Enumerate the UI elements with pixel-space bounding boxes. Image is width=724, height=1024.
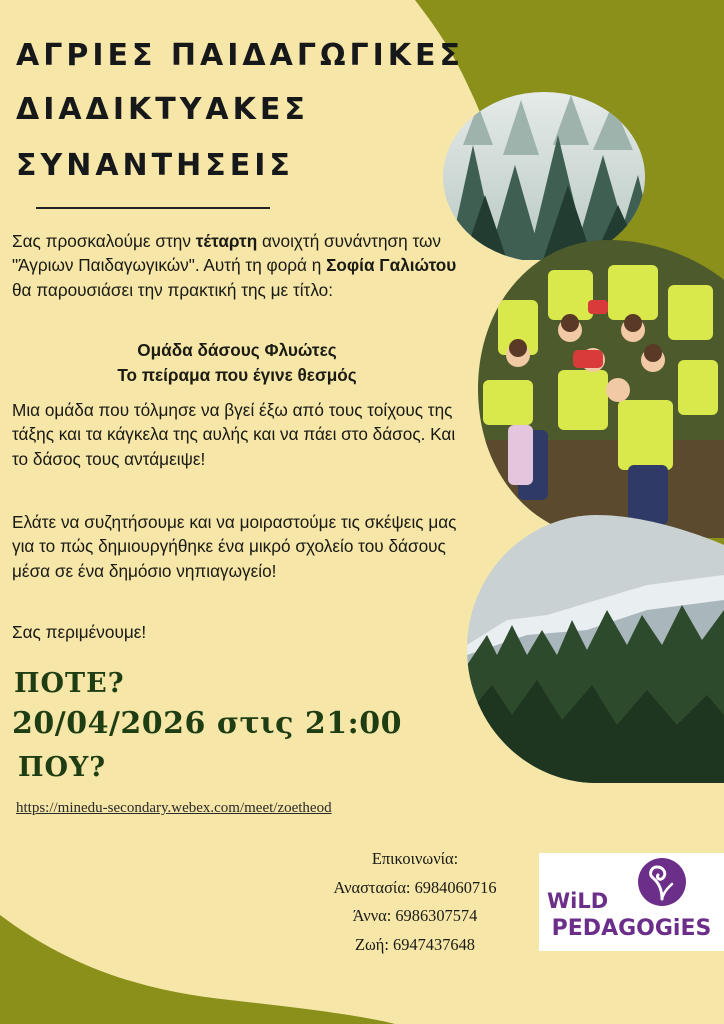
mountain-forest-photo — [467, 515, 724, 783]
contact-heading: Επικοινωνία: — [371, 849, 459, 868]
contact-zoi: Ζωή: 6947437648 — [355, 935, 475, 954]
children-in-forest-photo — [478, 240, 724, 538]
intro-bold-ordinal: τέταρτη — [195, 231, 258, 251]
webex-meeting-link[interactable]: https://minedu-secondary.webex.com/meet/zoetheod — [16, 800, 332, 816]
where-label: ΠΟΥ? — [18, 752, 107, 783]
logo-text-wild: WiLD — [547, 889, 609, 913]
event-datetime: 20/04/2026 στις 21:00 — [12, 706, 402, 741]
title-line-1: ΑΓΡΙΕΣ ΠΑΙΔΑΓΩΓΙΚΕΣ — [16, 38, 464, 73]
contact-anna: Άννα: 6986307574 — [352, 906, 478, 925]
olive-shape-bottom — [0, 915, 395, 1024]
talk-title: Ομάδα δάσους Φλυώτες — [137, 340, 337, 360]
logo-text-pedagogies: PEDAGOGiES — [551, 916, 712, 941]
contact-anastasia: Αναστασία: 6984060716 — [333, 878, 497, 897]
title-divider — [36, 207, 270, 209]
intro-text-c: θα παρουσιάσει την πρακτική της με τίτλο: — [12, 279, 334, 300]
title-line-2: ΔΙΑΔΙΚΤΥΑΚΕΣ — [16, 92, 309, 127]
description-paragraph-2: Ελάτε να συζητήσουμε και να μοιραστούμε τις σκέψεις μας για το πώς δημιουργήθηκε ένα μικρό σχολείο του δάσους μέσα σε ένα δημόσιο νηπιαγωγείο! — [12, 512, 457, 581]
talk-subtitle: Το πείραμα που έγινε θεσμός — [117, 365, 357, 385]
misty-forest-photo — [443, 85, 646, 260]
intro-paragraph — [12, 229, 462, 302]
description-paragraph-1: Μια ομάδα που τόλμησε να βγεί έξω από τους τοίχους της τάξης και τα κάγκελα της αυλής και να πάει στο δάσος. Και το δάσος τους αντάμειψε! — [12, 400, 456, 469]
closing-line: Σας περιμένουμε! — [12, 622, 147, 642]
intro-text-a: Σας προσκαλούμε στην — [12, 231, 196, 251]
title-line-3: ΣΥΝΑΝΤΗΣΕΙΣ — [16, 148, 294, 183]
intro-text-b: ανοιχτή συνάντηση των "Άγριων Παιδαγωγικών". Αυτή τη φορά η — [12, 231, 442, 276]
speaker-name: Σοφία Γαλιώτου — [326, 255, 457, 276]
wild-pedagogies-logo — [539, 853, 724, 951]
when-label: ΠΟΤΕ? — [14, 668, 125, 699]
